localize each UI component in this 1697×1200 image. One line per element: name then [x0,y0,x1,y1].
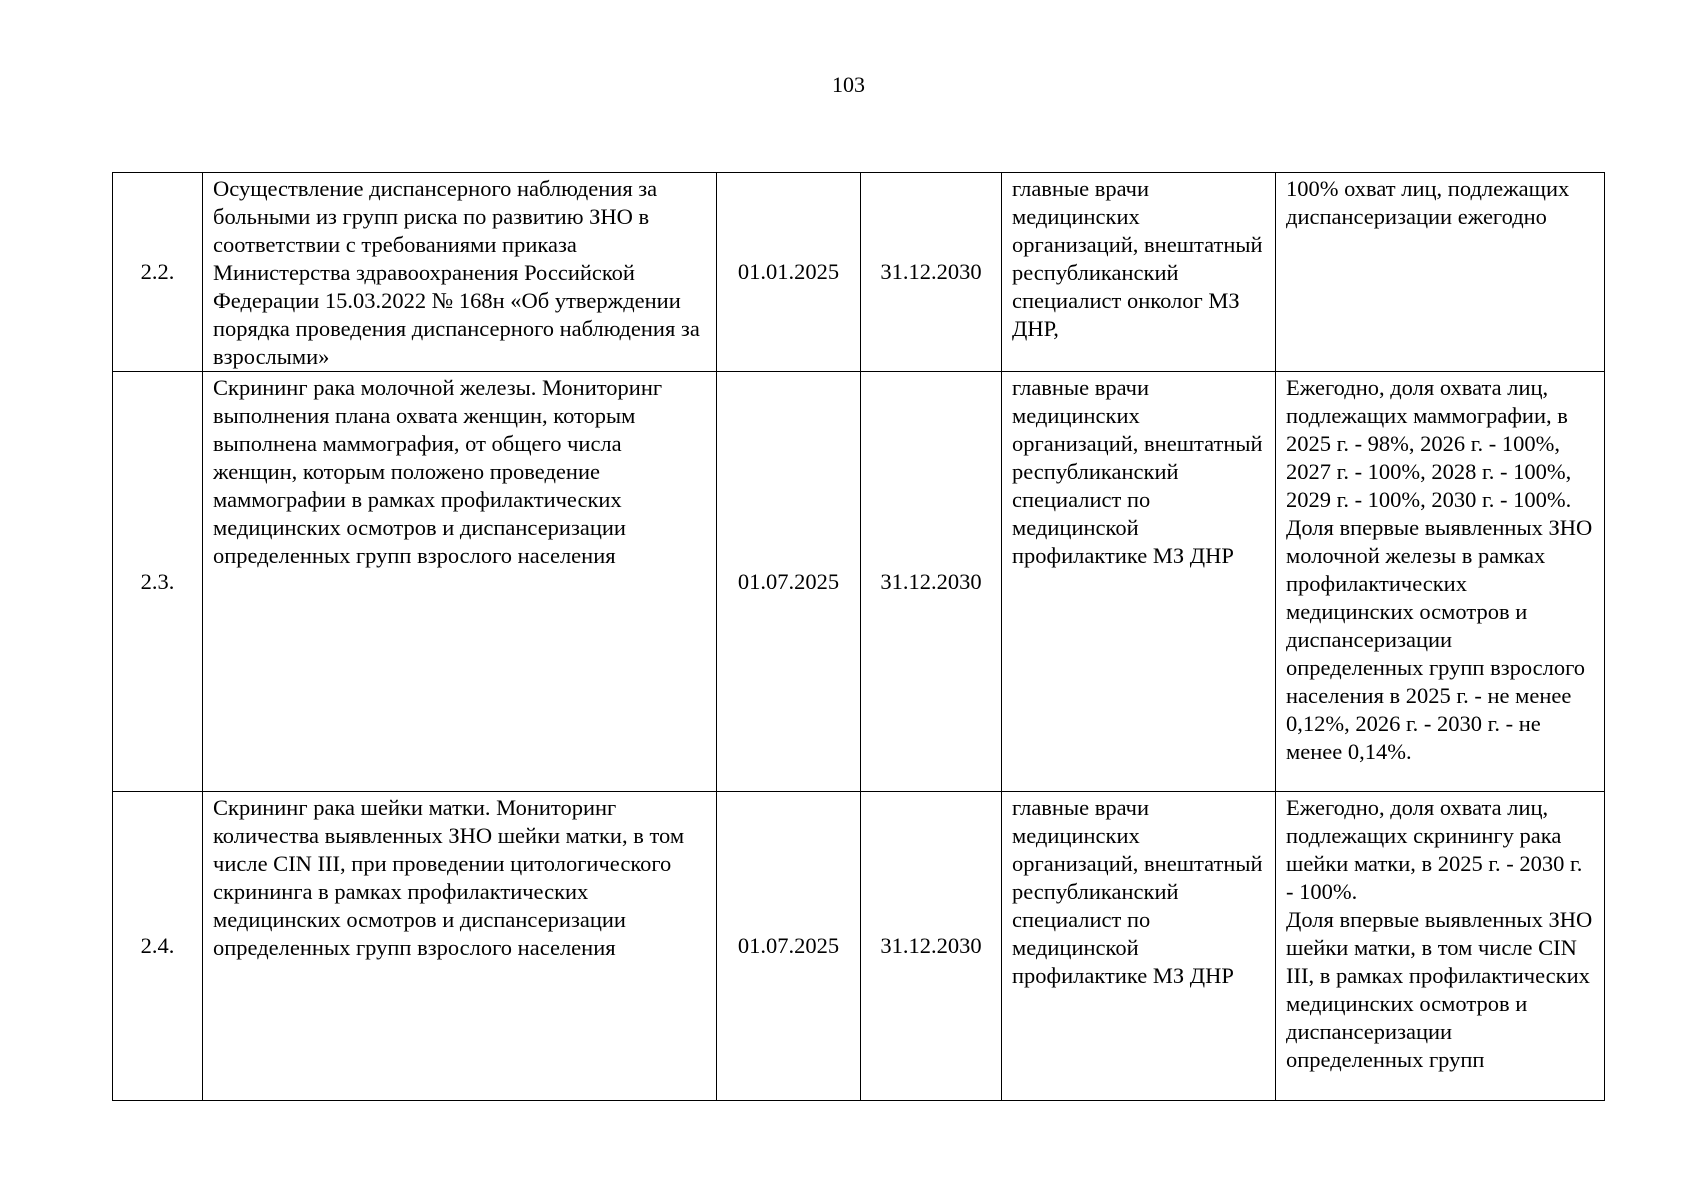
start-date: 01.07.2025 [717,372,861,792]
start-date: 01.01.2025 [717,173,861,372]
expected-outcome [1276,792,1605,1101]
table-row [113,792,1605,1101]
table-row [113,372,1605,792]
outcome-text: Ежегодно, доля охвата лиц, подлежащих маммографии, в 2025 г. - 98%, 2026 г. - 100%, 2027 г. - 100%, 2028 г. - 100%, 2029 г. - 100%, 2030 г. - 100%. [1286,375,1572,512]
activity-description: Скрининг рака шейки матки. Мониторинг количества выявленных ЗНО шейки матки, в том числе CIN III, при проведении цитологического скрининга в рамках профилактических медицинских осмотров и диспансеризации определенных групп взрослого населения [203,792,717,1101]
responsible-parties: главные врачи медицинских организаций, внештатный республиканский специалист по медицинской профилактике МЗ ДНР [1002,372,1276,792]
table-row [113,173,1605,372]
activity-description: Осуществление диспансерного наблюдения за больными из групп риска по развитию ЗНО в соответствии с требованиями приказа Министерства здравоохранения Российской Федерации 15.03.2022 № 168н «Об утверждении порядка проведения диспансерного наблюдения за взрослыми» [203,173,717,372]
end-date: 31.12.2030 [861,173,1002,372]
start-date: 01.07.2025 [717,792,861,1101]
outcome-text: Ежегодно, доля охвата лиц, подлежащих скринингу рака шейки матки, в 2025 г. - 2030 г. - 100%. [1286,795,1583,904]
expected-outcome [1276,372,1605,792]
outcome-text: 100% охват лиц, подлежащих диспансеризации ежегодно [1286,176,1570,229]
outcome-text: Доля впервые выявленных ЗНО молочной железы в рамках профилактических медицинских осмотров и диспансеризации определенных групп взрослого населения в 2025 г. - не менее 0,12%, 2026 г. - 2030 г. - не менее 0,14%. [1286,515,1593,764]
activity-plan-table [112,172,1605,1101]
outcome-text: Доля впервые выявленных ЗНО шейки матки, в том числе CIN III, в рамках профилактических медицинских осмотров и диспансеризации определенных групп [1286,907,1593,1072]
item-number: 2.2. [113,173,203,372]
end-date: 31.12.2030 [861,372,1002,792]
expected-outcome [1276,173,1605,372]
responsible-parties: главные врачи медицинских организаций, внештатный республиканский специалист по медицинской профилактике МЗ ДНР [1002,792,1276,1101]
end-date: 31.12.2030 [861,792,1002,1101]
page-number: 103 [832,72,865,97]
activity-description: Скрининг рака молочной железы. Мониторинг выполнения плана охвата женщин, которым выполнена маммография, от общего числа женщин, которым положено проведение маммографии в рамках профилактических медицинских осмотров и диспансеризации определенных групп взрослого населения [203,372,717,792]
responsible-parties: главные врачи медицинских организаций, внештатный республиканский специалист онколог МЗ ДНР, [1002,173,1276,372]
item-number: 2.4. [113,792,203,1101]
item-number: 2.3. [113,372,203,792]
